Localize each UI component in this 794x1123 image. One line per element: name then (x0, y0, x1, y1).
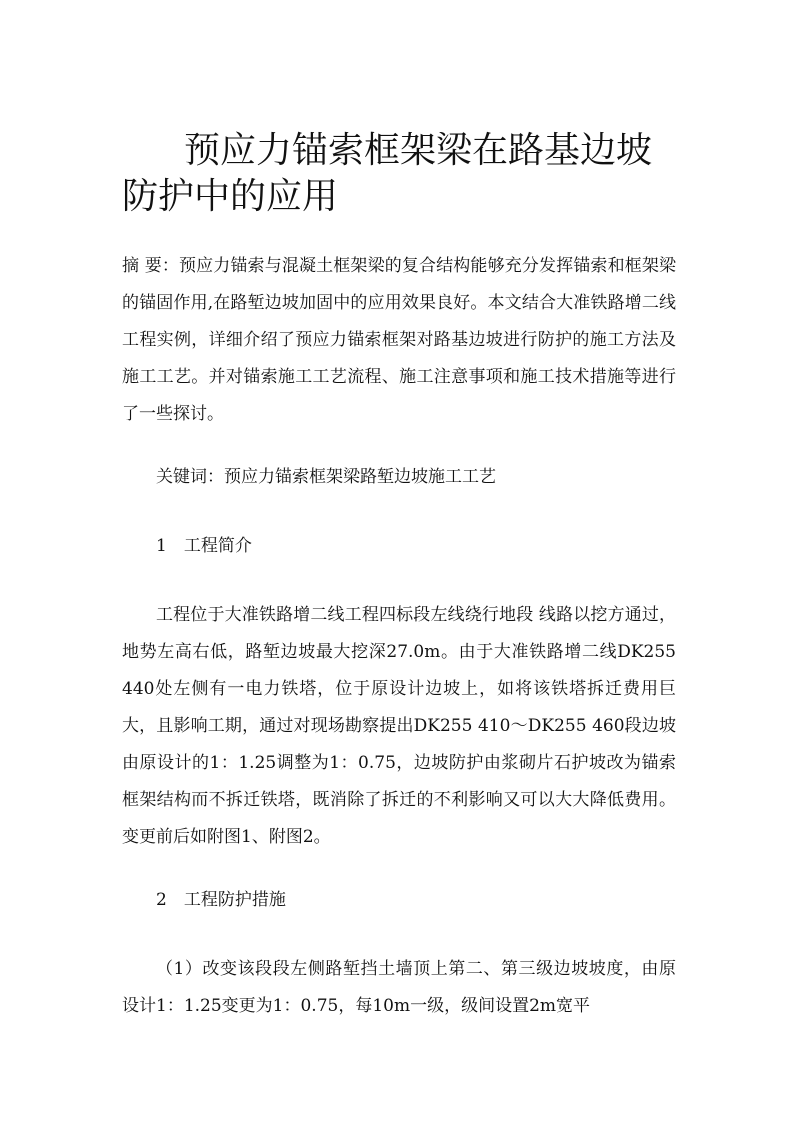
section-1-title: 工程简介 (183, 536, 252, 556)
abstract-text: 预应力锚索与混凝土框架梁的复合结构能够充分发挥锚索和框架梁的锚固作用,在路堑边坡加固中的应用效果良好。本文结合大准铁路增二线工程实例，详细介绍了预应力锚索框架对路基边坡进行防护的施工方法及施工工艺。并对锚索施工工艺流程、施工注意事项和施工技术措施等进行了一些探讨。 (122, 256, 677, 424)
section-1-number: 1 (156, 536, 167, 556)
section-1-heading (122, 528, 676, 565)
abstract-paragraph (122, 248, 676, 433)
section-2-number: 2 (156, 890, 167, 910)
section-2-heading (122, 882, 676, 919)
section-2-title: 工程防护措施 (183, 890, 286, 910)
section-2-paragraph: （1）改变该段段左侧路堑挡土墙顶上第二、第三级边坡坡度，由原设计1：1.25变更为1：0.75，每10m一级，级间设置2m宽平 (122, 959, 676, 1016)
document-title: 预应力锚索框架梁在路基边坡防护中的应用 (122, 130, 653, 217)
abstract-label: 摘 要： (122, 256, 179, 276)
section-1-paragraph: 工程位于大准铁路增二线工程四标段左线绕行地段 线路以挖方通过，地势左高右低，路堑边坡最大挖深27.0m。由于大准铁路增二线DK255 440处左侧有一电力铁塔，位于原设计边坡上，如将该铁塔拆迁费用巨大，且影响工期，通过对现场勘察提出DK255 410～DK255 460段边坡由原设计的1：1.25调整为1：0.75，边坡防护由浆砌片石护坡改为锚索框架结构而不拆迁铁塔，既消除了拆迁的不利影响又可以大大降低费用。变更前后如附图1、附图2。 (122, 605, 676, 847)
keywords-label: 关键词： (156, 467, 224, 487)
keywords-text: 预应力锚索框架梁路堑边坡施工工艺 (224, 467, 496, 487)
keywords-paragraph (122, 459, 676, 496)
